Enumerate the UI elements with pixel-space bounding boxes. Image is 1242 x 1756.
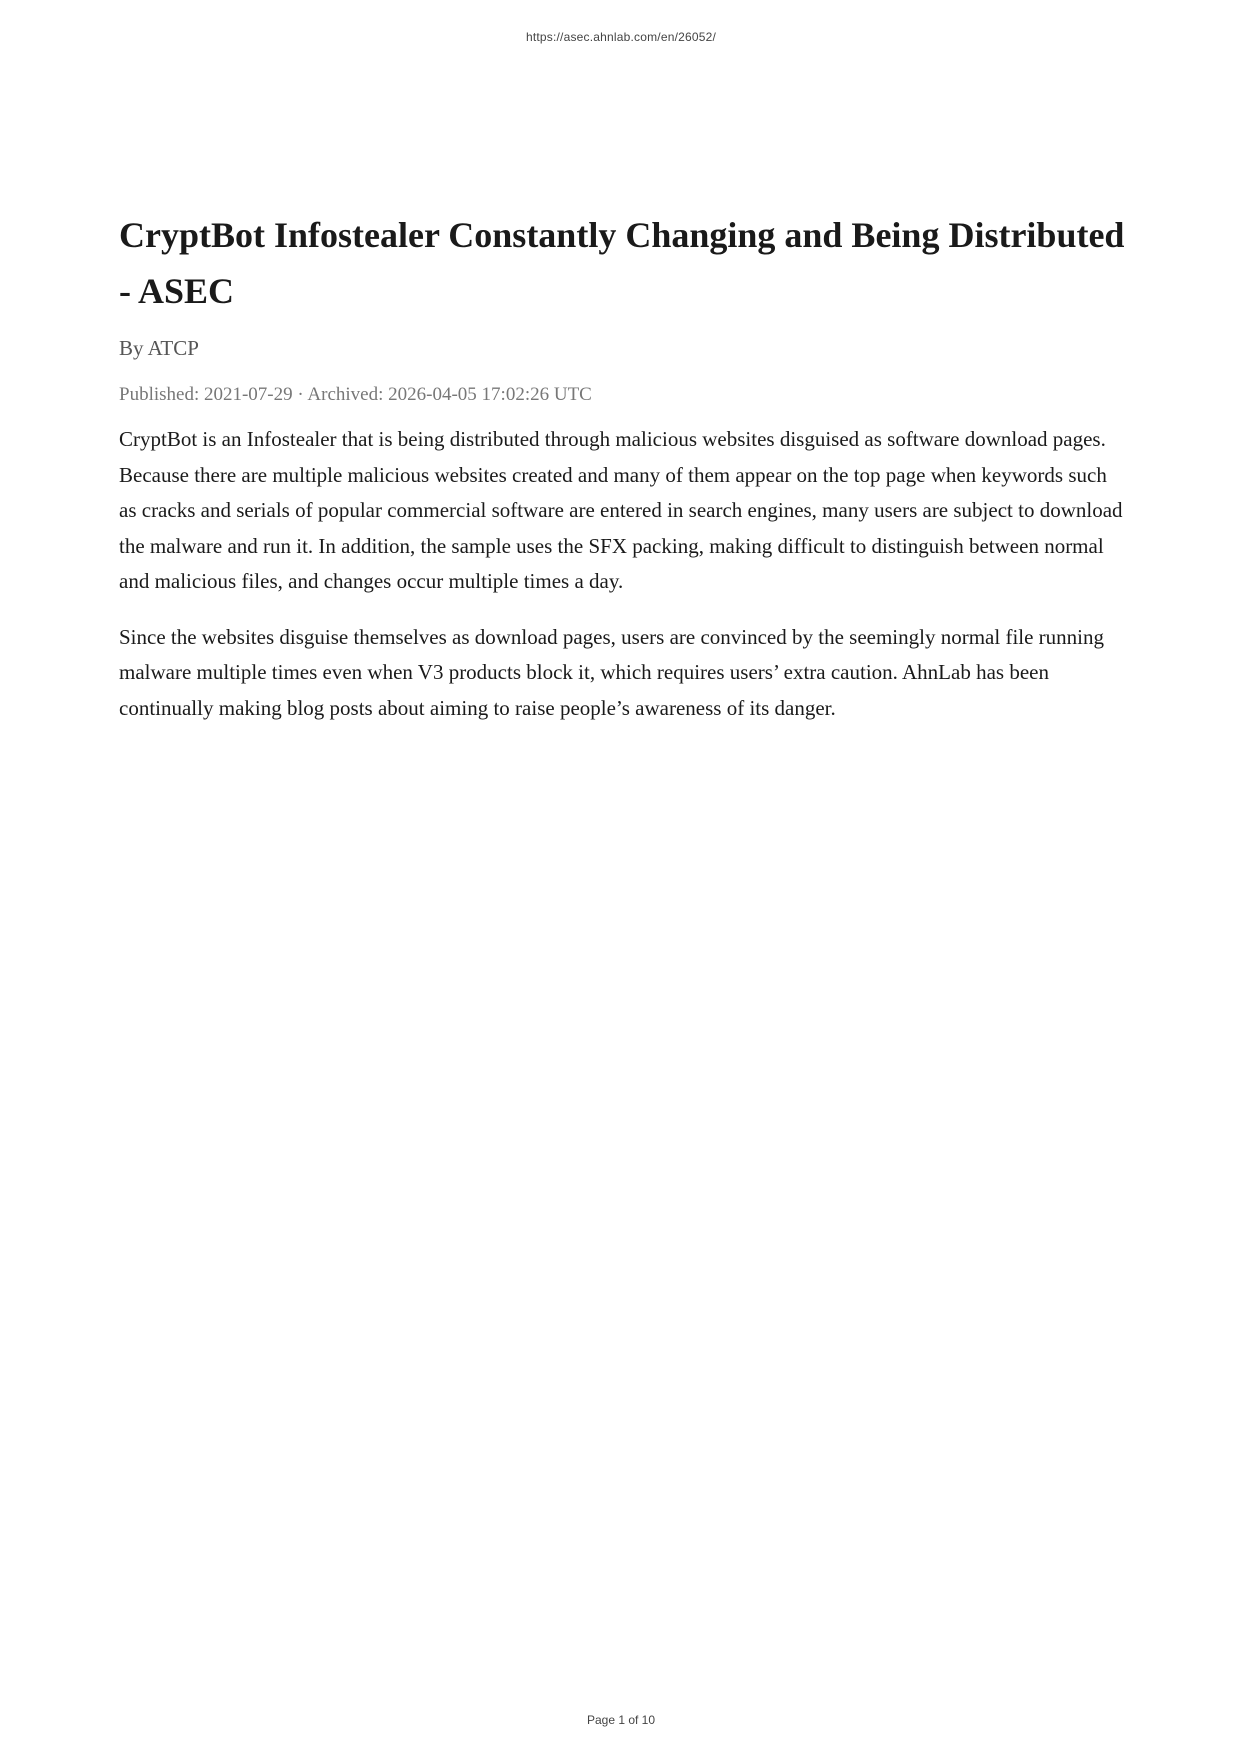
page-url: https://asec.ahnlab.com/en/26052/: [525, 30, 717, 44]
article-title: CryptBot Infostealer Constantly Changing and Being Distributed - ASEC: [119, 215, 1125, 311]
page-number: Page 1 of 10: [586, 1713, 656, 1727]
article-paragraph: CryptBot is an Infostealer that is being distributed through malicious websites disguised as software download pages. Because there are multiple malicious websites created and many of them appear on the top page when keywords such as cracks and serials of popular commercial software are entered in search engines, many users are subject to download the malware and run it. In addition, the sample uses the SFX packing, making difficult to distinguish between normal and malicious files, and changes occur multiple times a day.: [119, 427, 1123, 593]
article: [119, 207, 1129, 726]
article-paragraph: Since the websites disguise themselves as download pages, users are convinced by the seemingly normal file running malware multiple times even when V3 products block it, which requires users’ extra caution. AhnLab has been continually making blog posts about aiming to raise people’s awareness of its danger.: [119, 624, 1105, 720]
article-byline: By ATCP: [119, 336, 199, 360]
article-meta: Published: 2021-07-29 · Archived: 2026-04-05 17:02:26 UTC: [119, 384, 592, 405]
